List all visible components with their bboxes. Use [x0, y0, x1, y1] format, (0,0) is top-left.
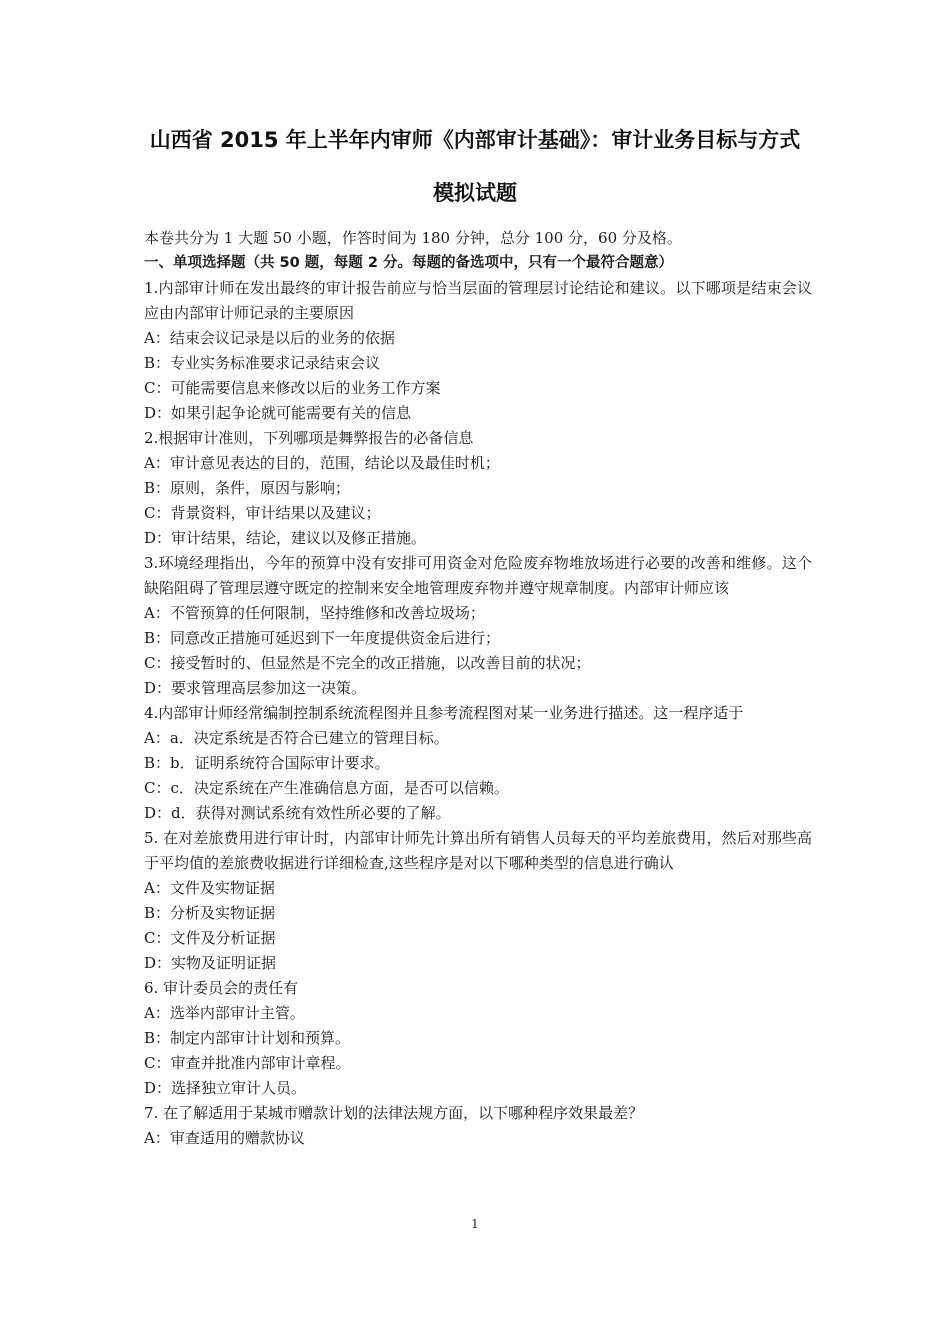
answer-option: D：如果引起争论就可能需要有关的信息	[144, 404, 412, 422]
question-6	[144, 976, 812, 1101]
answer-option: A：结束会议记录是以后的业务的依据	[144, 329, 395, 347]
answer-option: D：要求管理高层参加这一决策。	[144, 679, 367, 697]
answer-option: D：选择独立审计人员。	[144, 1079, 307, 1097]
question-stem: 3.环境经理指出，今年的预算中没有安排可用资金对危险废弃物堆放场进行必要的改善和维修。这个缺陷阻碍了管理层遵守既定的控制来安全地管理废弃物并遵守规章制度。内部审计师应该	[144, 554, 812, 597]
answer-option: D：审计结果，结论，建议以及修正措施。	[144, 529, 427, 547]
question-4	[144, 701, 812, 826]
answer-option: B：b．证明系统符合国际审计要求。	[144, 754, 390, 772]
answer-option: B：分析及实物证据	[144, 904, 276, 922]
answer-option: A：审计意见表达的目的，范围，结论以及最佳时机；	[144, 454, 500, 472]
answer-option: C：审查并批准内部审计章程。	[144, 1054, 351, 1072]
question-stem: 2.根据审计准则，下列哪项是舞弊报告的必备信息	[144, 429, 474, 447]
answer-option: D：d．获得对测试系统有效性所必要的了解。	[144, 804, 451, 822]
answer-option: C：c．决定系统在产生准确信息方面，是否可以信赖。	[144, 779, 509, 797]
question-3	[144, 551, 812, 701]
answer-option: D：实物及证明证据	[144, 954, 277, 972]
answer-option: C：背景资料，审计结果以及建议；	[144, 504, 381, 522]
question-stem: 5. 在对差旅费用进行审计时，内部审计师先计算出所有销售人员每天的平均差旅费用，然后对那些高于平均值的差旅费收据进行详细检查,这些程序是对以下哪种类型的信息进行确认	[144, 829, 812, 872]
answer-option: B：原则，条件，原因与影响；	[144, 479, 351, 497]
answer-option: C：可能需要信息来修改以后的业务工作方案	[144, 379, 441, 397]
answer-option: A：选举内部审计主管。	[144, 1004, 305, 1022]
question-7	[144, 1101, 812, 1151]
answer-option: B：专业实务标准要求记录结束会议	[144, 354, 381, 372]
document-body	[144, 226, 812, 1151]
document-title: 山西省 2015 年上半年内审师《内部审计基础》：审计业务目标与方式	[149, 128, 801, 152]
question-2	[144, 426, 812, 551]
question-5	[144, 826, 812, 976]
answer-option: A：a．决定系统是否符合已建立的管理目标。	[144, 729, 449, 747]
question-stem: 6. 审计委员会的责任有	[144, 979, 299, 997]
question-stem: 4.内部审计师经常编制控制系统流程图并且参考流程图对某一业务进行描述。这一程序适于	[144, 704, 744, 722]
answer-option: A：审查适用的赠款协议	[144, 1129, 305, 1147]
question-stem: 7. 在了解适用于某城市赠款计划的法律法规方面，以下哪种程序效果最差？	[144, 1104, 644, 1122]
exam-intro: 本卷共分为 1 大题 50 小题，作答时间为 180 分钟，总分 100 分，60 分及格。	[144, 229, 682, 247]
question-stem: 1.内部审计师在发出最终的审计报告前应与恰当层面的管理层讨论结论和建议。以下哪项是结束会议应由内部审计师记录的主要原因	[144, 279, 812, 322]
page-number: 1	[471, 1217, 479, 1231]
answer-option: C：接受暂时的、但显然是不完全的改正措施，以改善目前的状况；	[144, 654, 591, 672]
answer-option: A：文件及实物证据	[144, 879, 275, 897]
answer-option: B：同意改正措施可延迟到下一年度提供资金后进行；	[144, 629, 501, 647]
question-1	[144, 276, 812, 426]
section-heading: 一、单项选择题（共 50 题，每题 2 分。每题的备选项中，只有一个最符合题意）	[144, 255, 673, 271]
answer-option: B：制定内部审计计划和预算。	[144, 1029, 351, 1047]
answer-option: A：不管预算的任何限制，坚持维修和改善垃圾场；	[144, 604, 485, 622]
answer-option: C：文件及分析证据	[144, 929, 276, 947]
document-subtitle: 模拟试题	[433, 181, 517, 205]
